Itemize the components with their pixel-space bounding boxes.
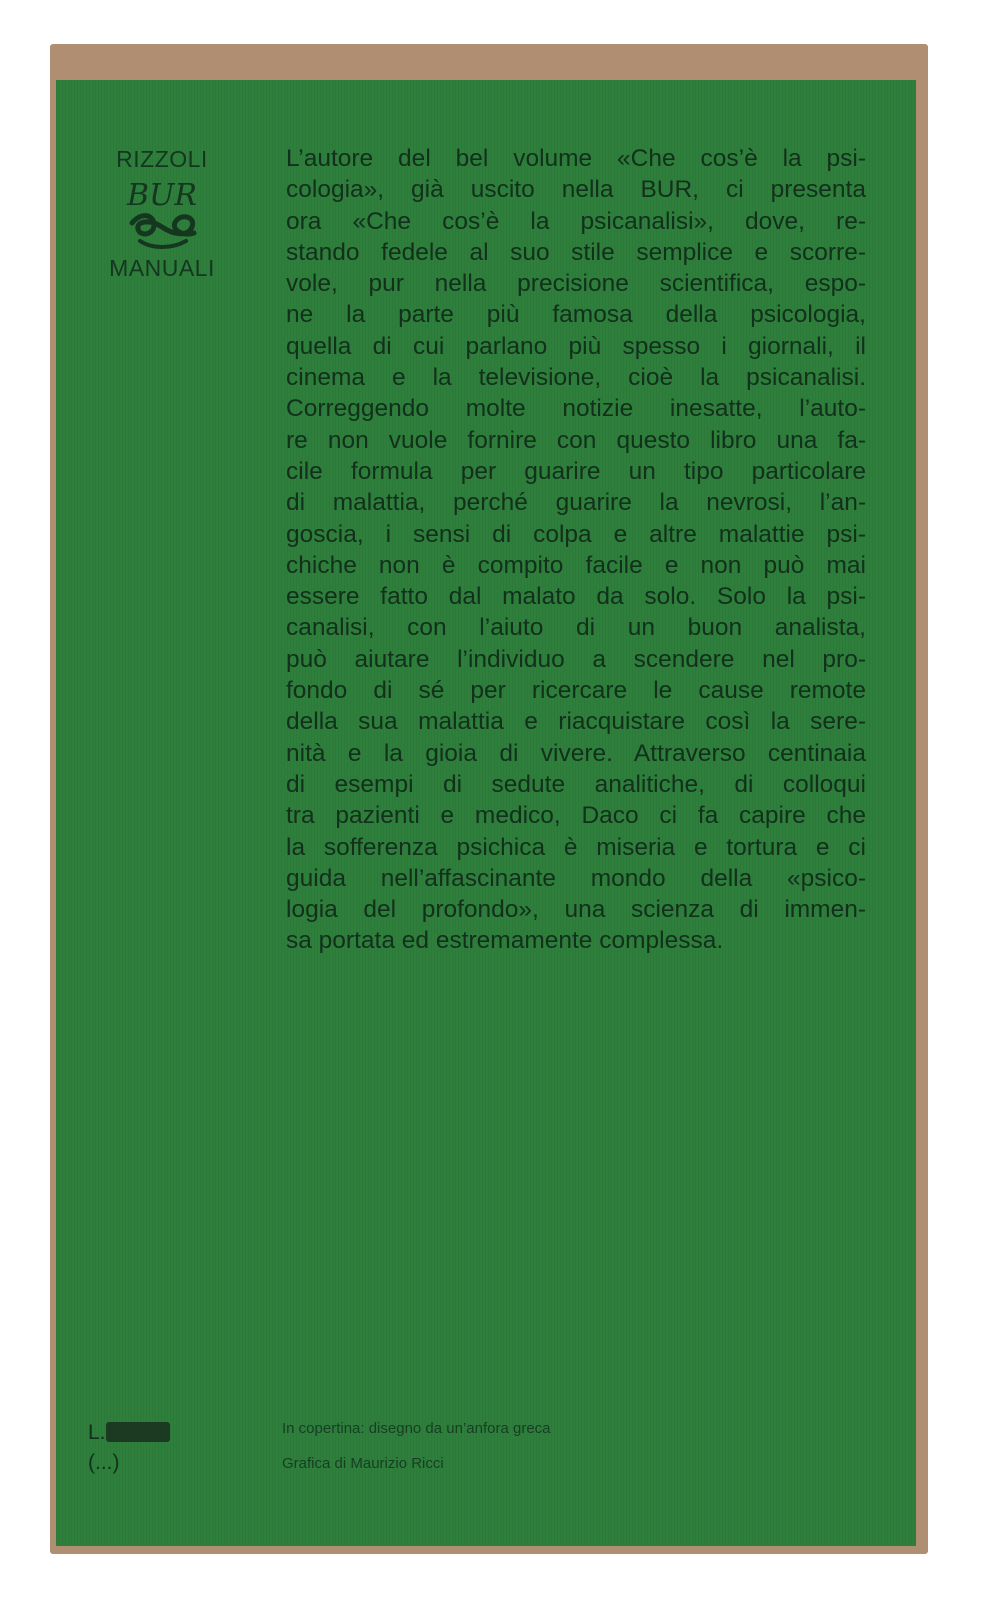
blurb-line: logia del profondo», una scienza di immen-	[286, 896, 866, 924]
series-code	[88, 1418, 170, 1478]
blurb-line: può aiutare l’individuo a scendere nel pro-	[286, 645, 866, 673]
blurb-line: L’autore del bel volume «Che cos’è la psi-	[286, 145, 866, 172]
blurb-line: cinema e la televisione, cioè la psicanalisi.	[286, 364, 866, 392]
blurb-line: re non vuole fornire con questo libro una fa-	[286, 426, 866, 454]
blurb-line: di malattia, perché guarire la nevrosi, l’an-	[286, 489, 866, 517]
bur-logo-icon	[112, 175, 212, 253]
blurb-line: chiche non è compito facile e non può mai	[286, 551, 866, 579]
logo-underline	[140, 241, 186, 247]
blurb-line: della sua malattia e riacquistare così la sere-	[286, 708, 866, 736]
blurb-line: sa portata ed estremamente complessa.	[286, 927, 724, 955]
series-name: MANUALI	[109, 255, 215, 281]
blurb-line: di esempi di sedute analitiche, di colloqui	[286, 770, 866, 798]
blurb-line: stando fedele al suo stile semplice e scorre-	[286, 238, 866, 266]
series-code-suffix: (...)	[88, 1451, 120, 1474]
graphics-credit: Grafica di Maurizio Ricci	[282, 1455, 444, 1472]
blurb-line: tra pazienti e medico, Daco ci fa capire che	[286, 802, 866, 830]
blurb-line: nità e la gioia di vivere. Attraverso centinaia	[286, 739, 866, 767]
credits	[282, 1420, 551, 1490]
blurb-line: essere fatto dal malato da solo. Solo la psi-	[286, 583, 866, 611]
blurb-line: la sofferenza psichica è miseria e tortura e ci	[286, 833, 866, 861]
logo-lettering: BUR	[127, 178, 197, 213]
blurb-line: vole, pur nella precisione scientifica, espo-	[286, 270, 866, 298]
cover-credit: In copertina: disegno da un’anfora greca	[282, 1420, 551, 1437]
blurb-line: goscia, i sensi di colpa e altre malattie psi-	[286, 520, 866, 548]
series-code-prefix: L.	[88, 1421, 106, 1444]
blurb-line: cile formula per guarire un tipo particolare	[286, 457, 866, 485]
blurb-line: cologia», già uscito nella BUR, ci presenta	[286, 176, 866, 204]
publisher-name: RIZZOLI	[116, 146, 208, 172]
series-code-line	[88, 1418, 170, 1448]
obscured-code-blot	[106, 1422, 170, 1442]
blurb-line: guida nell’affascinante mondo della «psico-	[286, 864, 866, 892]
blurb-line: ora «Che cos’è la psicanalisi», dove, re-	[286, 207, 866, 235]
publisher-block	[92, 146, 232, 282]
blurb-line: fondo di sé per ricercare le cause remote	[286, 677, 866, 705]
blurb-line: ne la parte più famosa della psicologia,	[286, 301, 866, 329]
blurb-line: Correggendo molte notizie inesatte, l’auto-	[286, 395, 866, 423]
logo-swirl	[132, 216, 194, 234]
blurb-line: quella di cui parlano più spesso i giornali, il	[286, 332, 866, 360]
blurb-line: canalisi, con l’aiuto di un buon analista,	[286, 614, 866, 642]
back-cover-blurb	[286, 143, 866, 957]
